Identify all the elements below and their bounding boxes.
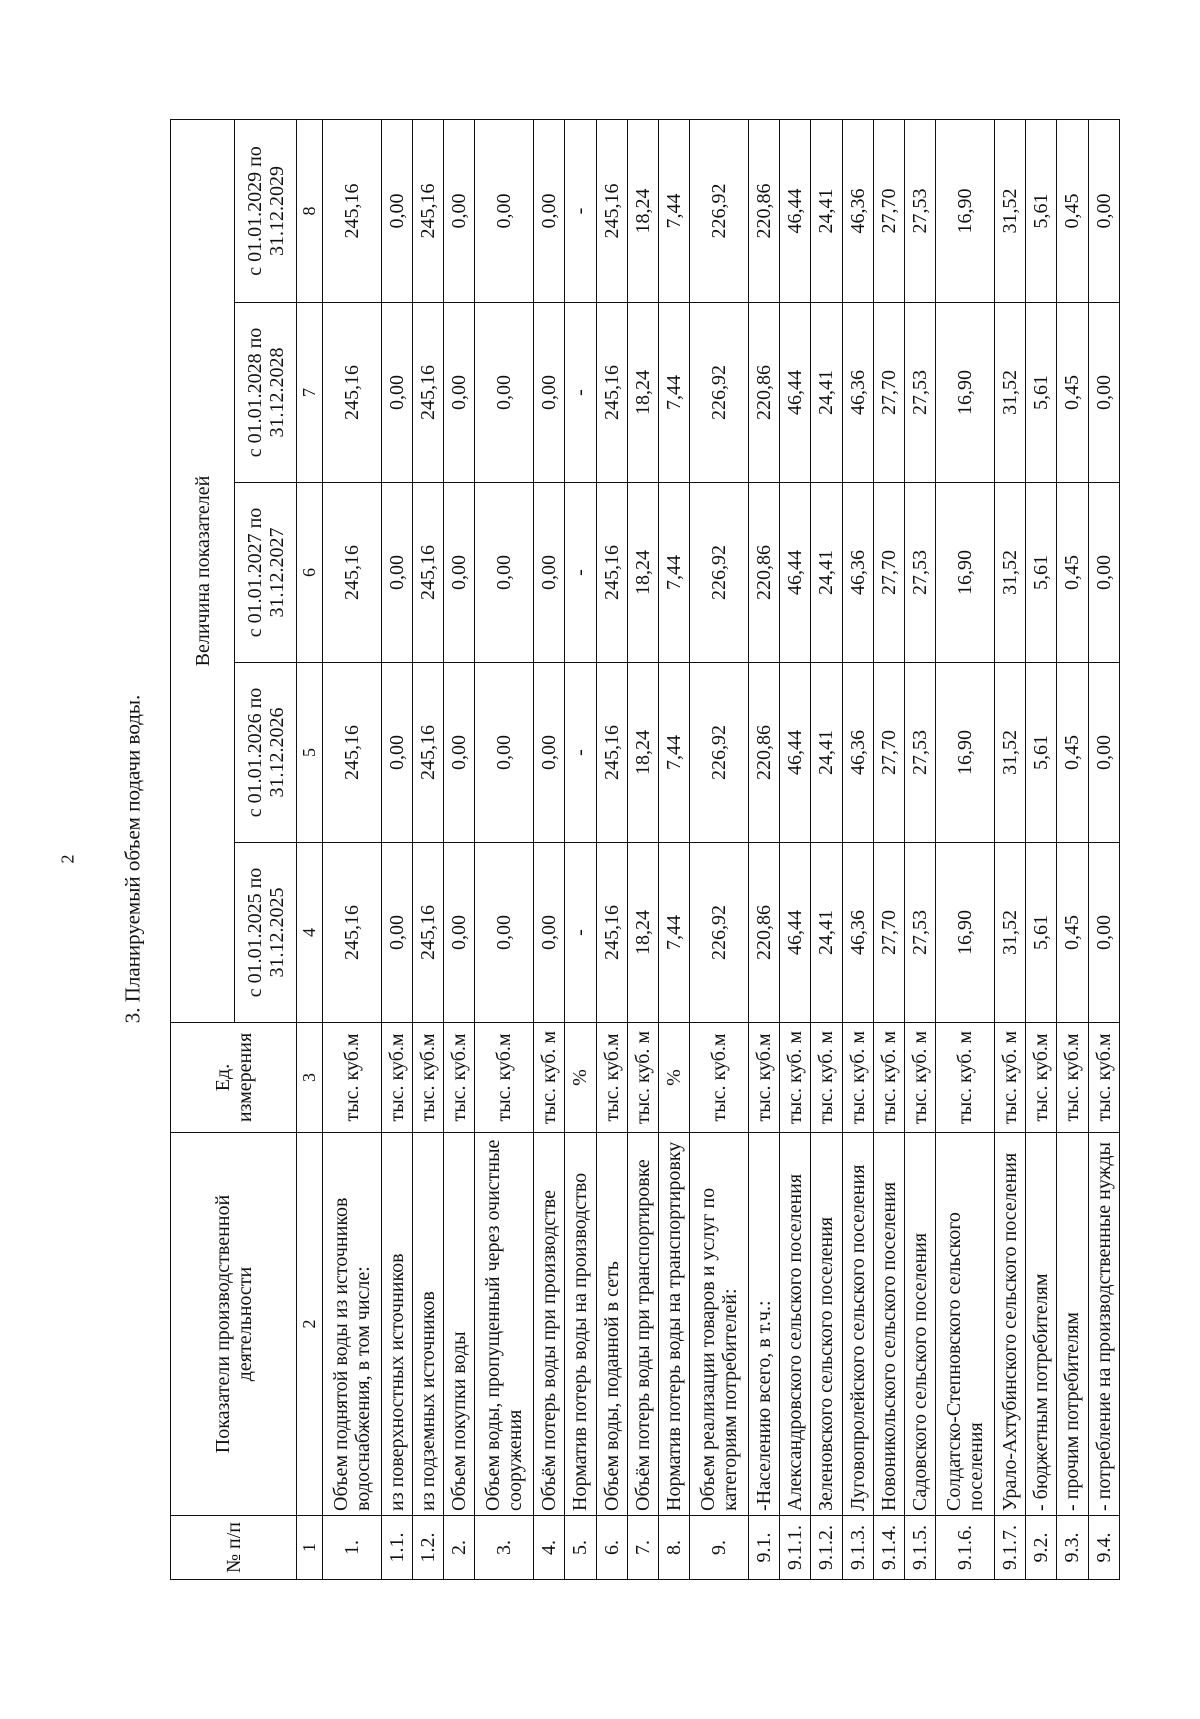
row-value: 0,00 [475,303,534,483]
row-number: 9.1.7. [994,1516,1025,1580]
table-row [690,120,749,1580]
row-number: 9.1.6. [936,1516,995,1580]
table-row [596,120,627,1580]
row-unit: % [658,1023,689,1133]
row-value: 31,52 [994,483,1025,663]
row-value: 46,44 [780,120,811,303]
row-indicator-name: Объем воды, пропущенный через очистные сооружения [475,1133,534,1516]
row-value: 5,61 [1026,120,1057,303]
row-value: 46,36 [842,303,873,483]
row-number: 9.2. [1026,1516,1057,1580]
row-number: 6. [596,1516,627,1580]
row-number: 9.1. [748,1516,779,1580]
table-row [1026,120,1057,1580]
row-value: 27,70 [873,120,904,303]
row-value: 0,00 [1088,843,1119,1023]
header-period-2026: с 01.01.2026 по 31.12.2026 [235,663,297,843]
row-indicator-name: Норматив потерь воды на транспортировку [658,1133,689,1516]
row-indicator-name: Объём потерь воды при производстве [534,1133,565,1516]
row-value: 226,92 [690,303,749,483]
table-row [1057,120,1088,1580]
row-value: 27,70 [873,303,904,483]
row-value: 245,16 [323,483,382,663]
row-value: 24,41 [811,120,842,303]
row-indicator-name: из подземных источников [412,1133,443,1516]
table-row [842,120,873,1580]
row-value: 0,00 [534,483,565,663]
water-supply-table [170,119,1120,1580]
row-value: 0,00 [534,120,565,303]
row-value: 31,52 [994,120,1025,303]
column-number: 1 [297,1516,323,1580]
row-value: 27,53 [904,120,935,303]
row-value: 16,90 [936,120,995,303]
row-value: 18,24 [627,303,658,483]
table-row [475,120,534,1580]
row-indicator-name: Объем покупки воды [444,1133,475,1516]
row-value: 18,24 [627,663,658,843]
row-value: 0,00 [381,120,412,303]
row-unit: тыс. куб.м [596,1023,627,1133]
row-unit: тыс. куб.м [444,1023,475,1133]
row-value: 27,70 [873,483,904,663]
column-number: 7 [297,303,323,483]
row-value: 245,16 [323,843,382,1023]
row-value: 0,00 [534,303,565,483]
row-number: 7. [627,1516,658,1580]
row-number: 9.1.4. [873,1516,904,1580]
row-value: - [565,483,596,663]
row-value: 0,00 [381,303,412,483]
row-value: 245,16 [412,663,443,843]
table-row [936,120,995,1580]
row-unit: тыс. куб.м [381,1023,412,1133]
row-number: 4. [534,1516,565,1580]
row-unit: тыс. куб.м [412,1023,443,1133]
column-number: 4 [297,843,323,1023]
table-row [658,120,689,1580]
table-row [565,120,596,1580]
row-value: 7,44 [658,303,689,483]
row-value: 27,70 [873,843,904,1023]
table-row [1088,120,1119,1580]
row-unit: тыс. куб. м [811,1023,842,1133]
column-number: 2 [297,1133,323,1516]
row-value: 0,00 [475,120,534,303]
row-unit: тыс. куб. м [534,1023,565,1133]
row-value: 245,16 [412,120,443,303]
row-number: 9.1.5. [904,1516,935,1580]
row-value: 0,00 [381,483,412,663]
row-indicator-name: Норматив потерь воды на производство [565,1133,596,1516]
row-indicator-name: Новоникольского сельского поселения [873,1133,904,1516]
row-value: 0,00 [381,663,412,843]
table-row [381,120,412,1580]
row-unit: тыс. куб.м [1057,1023,1088,1133]
row-value: 0,00 [1088,483,1119,663]
row-value: 7,44 [658,663,689,843]
row-indicator-name: Садовского сельского поселения [904,1133,935,1516]
row-value: 0,45 [1057,120,1088,303]
row-indicator-name: Солдатско-Степновского сельского поселения [936,1133,995,1516]
row-number: 9.1.2. [811,1516,842,1580]
row-value: 5,61 [1026,843,1057,1023]
row-value: 46,36 [842,120,873,303]
row-number: 1.2. [412,1516,443,1580]
row-value: 31,52 [994,303,1025,483]
row-unit: тыс. куб. м [994,1023,1025,1133]
row-value: 0,00 [444,843,475,1023]
row-number: 8. [658,1516,689,1580]
row-value: 0,45 [1057,483,1088,663]
row-value: 0,00 [475,663,534,843]
row-value: 31,52 [994,843,1025,1023]
row-number: 9.4. [1088,1516,1119,1580]
row-indicator-name: -Населению всего, в т.ч.: [748,1133,779,1516]
section-heading: 3. Планируемый объем подачи воды. [120,694,145,1024]
row-value: 5,61 [1026,303,1057,483]
row-unit: тыс. куб. м [904,1023,935,1133]
row-value: 0,00 [1088,663,1119,843]
row-value: 27,53 [904,303,935,483]
row-value: - [565,120,596,303]
row-value: - [565,843,596,1023]
row-indicator-name: из поверхностных источников [381,1133,412,1516]
row-value: 220,86 [748,843,779,1023]
row-value: 0,00 [475,483,534,663]
table-row [873,120,904,1580]
row-number: 1. [323,1516,382,1580]
table-row [994,120,1025,1580]
row-indicator-name: Александровского сельского поселения [780,1133,811,1516]
row-value: 220,86 [748,663,779,843]
header-values-group: Величина показателей [171,120,235,1023]
table-body [323,120,1120,1580]
table-row [627,120,658,1580]
row-value: 0,00 [444,120,475,303]
row-value: 245,16 [412,843,443,1023]
row-indicator-name: Объем поднятой воды из источников водоснабжения, в том числе: [323,1133,382,1516]
row-indicator-name: - потребление на производственные нужды [1088,1133,1119,1516]
row-value: 27,70 [873,663,904,843]
row-number: 9. [690,1516,749,1580]
row-value: 245,16 [323,120,382,303]
row-indicator-name: Зеленовского сельского поселения [811,1133,842,1516]
row-value: 27,53 [904,663,935,843]
row-value: 245,16 [596,120,627,303]
row-value: 226,92 [690,663,749,843]
row-value: 46,44 [780,663,811,843]
row-number: 2. [444,1516,475,1580]
row-value: 27,53 [904,843,935,1023]
column-number: 6 [297,483,323,663]
page-number: 2 [57,854,78,864]
row-value: 7,44 [658,120,689,303]
row-unit: тыс. куб. м [873,1023,904,1133]
row-value: 24,41 [811,303,842,483]
row-value: 18,24 [627,843,658,1023]
row-value: 5,61 [1026,663,1057,843]
row-value: 245,16 [596,303,627,483]
row-indicator-name: Луговопролейского сельского поселения [842,1133,873,1516]
table-row [780,120,811,1580]
row-indicator-name: Объем реализации товаров и услуг по категориям потребителей: [690,1133,749,1516]
row-value: - [565,663,596,843]
row-value: 18,24 [627,483,658,663]
row-number: 1.1. [381,1516,412,1580]
row-indicator-name: Урало-Ахтубинского сельского поселения [994,1133,1025,1516]
row-indicator-name: - бюджетным потребителям [1026,1133,1057,1516]
row-value: 0,00 [1088,303,1119,483]
row-unit: тыс. куб. м [842,1023,873,1133]
row-value: 46,44 [780,483,811,663]
row-value: 0,00 [444,663,475,843]
column-number: 5 [297,663,323,843]
row-value: 0,00 [534,843,565,1023]
row-value: 7,44 [658,843,689,1023]
header-period-2027: с 01.01.2027 по 31.12.2027 [235,483,297,663]
header-period-2025: с 01.01.2025 по 31.12.2025 [235,843,297,1023]
row-indicator-name: - прочим потребителям [1057,1133,1088,1516]
row-value: 0,00 [475,843,534,1023]
row-value: 245,16 [596,483,627,663]
header-unit: Ед. измерения [171,1023,297,1133]
row-value: 245,16 [412,303,443,483]
row-value: 0,45 [1057,843,1088,1023]
row-value: 24,41 [811,483,842,663]
row-value: 220,86 [748,483,779,663]
row-value: 46,44 [780,843,811,1023]
row-value: 16,90 [936,663,995,843]
row-number: 5. [565,1516,596,1580]
column-number-row [297,120,323,1580]
row-value: 16,90 [936,843,995,1023]
row-unit: тыс. куб.м [690,1023,749,1133]
table-row [748,120,779,1580]
row-value: 245,16 [323,663,382,843]
row-indicator-name: Объем воды, поданной в сеть [596,1133,627,1516]
row-unit: тыс. куб.м [323,1023,382,1133]
row-value: 5,61 [1026,483,1057,663]
row-value: 0,45 [1057,303,1088,483]
column-number: 3 [297,1023,323,1133]
row-value: 24,41 [811,663,842,843]
row-value: 16,90 [936,303,995,483]
header-indicator: Показатели производственной деятельности [171,1133,297,1516]
row-value: 7,44 [658,483,689,663]
row-value: 24,41 [811,843,842,1023]
row-unit: тыс. куб. м [936,1023,995,1133]
row-value: 0,00 [534,663,565,843]
water-supply-table-container [170,120,1120,1580]
header-period-2029: с 01.01.2029 по 31.12.2029 [235,120,297,303]
row-value: 31,52 [994,663,1025,843]
row-value: 16,90 [936,483,995,663]
row-value: 0,00 [1088,120,1119,303]
header-period-2028: с 01.01.2028 по 31.12.2028 [235,303,297,483]
table-row [811,120,842,1580]
row-value: 245,16 [323,303,382,483]
header-row-1 [171,120,235,1580]
table-row [412,120,443,1580]
row-value: - [565,303,596,483]
row-value: 226,92 [690,483,749,663]
row-number: 9.3. [1057,1516,1088,1580]
row-value: 226,92 [690,843,749,1023]
row-value: 46,36 [842,843,873,1023]
row-unit: % [565,1023,596,1133]
column-number: 8 [297,120,323,303]
row-value: 220,86 [748,303,779,483]
row-unit: тыс. куб.м [475,1023,534,1133]
row-value: 27,53 [904,483,935,663]
header-num: № п/п [171,1516,297,1580]
row-unit: тыс. куб.м [1088,1023,1119,1133]
row-number: 9.1.1. [780,1516,811,1580]
row-value: 245,16 [596,663,627,843]
row-unit: тыс. куб.м [748,1023,779,1133]
row-value: 0,00 [444,303,475,483]
row-value: 245,16 [596,843,627,1023]
row-number: 9.1.3. [842,1516,873,1580]
row-unit: тыс. куб.м [1026,1023,1057,1133]
table-row [323,120,382,1580]
row-number: 3. [475,1516,534,1580]
row-value: 0,00 [381,843,412,1023]
table-row [534,120,565,1580]
table-row [444,120,475,1580]
row-value: 220,86 [748,120,779,303]
row-value: 18,24 [627,120,658,303]
row-value: 46,36 [842,663,873,843]
row-indicator-name: Объём потерь воды при транспортировке [627,1133,658,1516]
row-value: 0,00 [444,483,475,663]
row-value: 0,45 [1057,663,1088,843]
table-row [904,120,935,1580]
row-unit: тыс. куб. м [627,1023,658,1133]
row-value: 245,16 [412,483,443,663]
row-value: 46,36 [842,483,873,663]
row-value: 226,92 [690,120,749,303]
row-unit: тыс. куб. м [780,1023,811,1133]
row-value: 46,44 [780,303,811,483]
